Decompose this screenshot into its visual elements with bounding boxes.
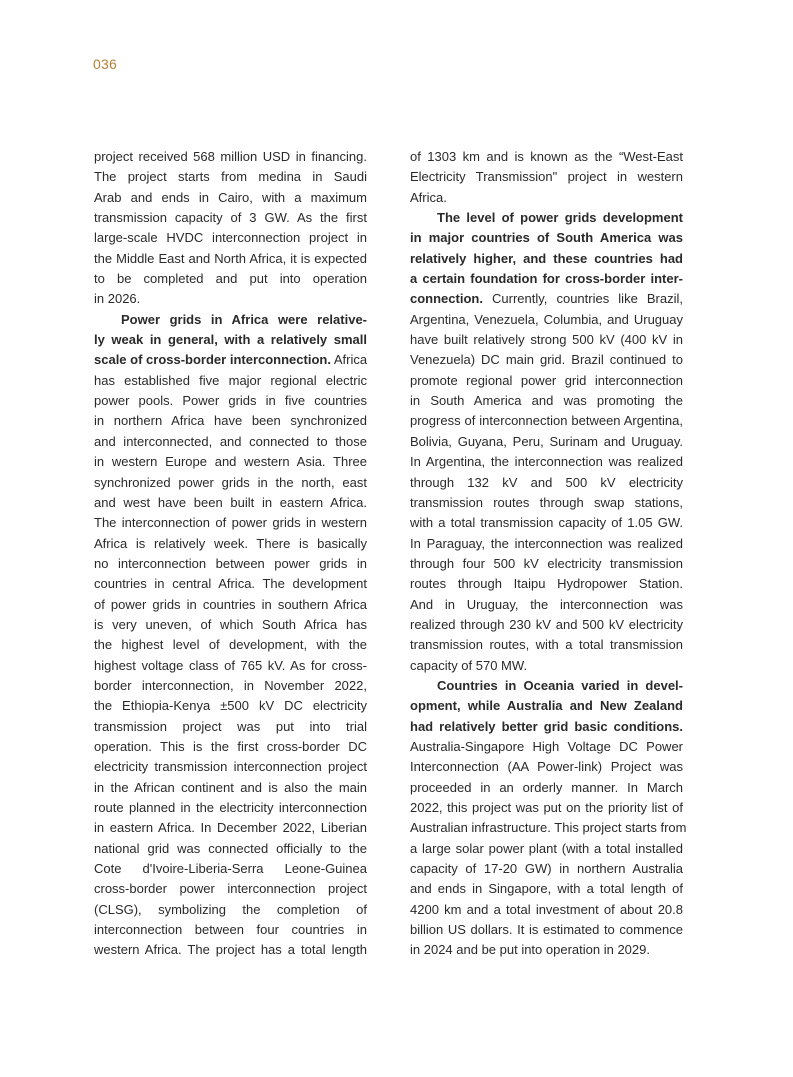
text-line bbox=[410, 228, 683, 248]
body-text: in the African continent and is also the main bbox=[94, 779, 367, 795]
body-text: Bolivia, Guyana, Peru, Surinam and Uruguay. bbox=[410, 433, 683, 449]
text-line bbox=[94, 391, 367, 411]
body-text: western Africa. The project has a total length bbox=[94, 942, 367, 958]
body-text: Arab and ends in Cairo, with a maximum bbox=[94, 189, 367, 205]
body-text: proceeded in an orderly manner. In March bbox=[410, 779, 683, 795]
text-line bbox=[94, 554, 367, 574]
body-text: Electricity Transmission" project in western bbox=[410, 169, 683, 185]
text-line bbox=[94, 208, 367, 228]
text-line bbox=[94, 350, 367, 370]
bold-lead-text: opment, while Australia and New Zealand bbox=[410, 698, 683, 714]
text-line bbox=[410, 513, 683, 533]
text-line bbox=[94, 147, 367, 167]
text-line bbox=[94, 940, 367, 960]
text-line bbox=[410, 534, 683, 554]
body-text: Australian infrastructure. This project starts from bbox=[410, 820, 687, 836]
text-line bbox=[410, 391, 683, 411]
bold-lead-text: a certain foundation for cross-border inter- bbox=[410, 271, 683, 287]
text-line bbox=[410, 920, 683, 940]
text-line bbox=[410, 167, 683, 187]
body-text: Africa. bbox=[410, 189, 447, 205]
body-text: in 2026. bbox=[94, 291, 141, 307]
text-line bbox=[94, 920, 367, 940]
bold-lead-text: connection. bbox=[410, 291, 483, 307]
bold-lead-text: Power grids in Africa were relative- bbox=[121, 311, 367, 327]
body-text: electricity transmission interconnection project bbox=[94, 759, 367, 775]
body-text: Argentina, Venezuela, Columbia, and Uruguay bbox=[410, 311, 683, 327]
body-text: with a total transmission capacity of 1.05 GW. bbox=[410, 515, 683, 531]
body-text: and interconnected, and connected to those bbox=[94, 433, 367, 449]
text-line bbox=[410, 778, 683, 798]
body-text: the highest level of development, with the bbox=[94, 637, 367, 653]
text-line bbox=[94, 534, 367, 554]
text-line bbox=[410, 696, 683, 716]
body-text: The project starts from medina in Saudi bbox=[94, 169, 367, 185]
body-text: The interconnection of power grids in western bbox=[94, 515, 367, 531]
text-line bbox=[410, 147, 683, 167]
body-text: border interconnection, in November 2022, bbox=[94, 677, 367, 693]
bold-lead-text: in major countries of South America was bbox=[410, 230, 683, 246]
body-text: of 1303 km and is known as the “West-East bbox=[410, 149, 683, 164]
body-text: Africa bbox=[330, 352, 368, 368]
text-line bbox=[94, 330, 367, 350]
body-text: billion US dollars. It is estimated to commence bbox=[410, 922, 683, 938]
body-text: 4200 km and a total investment of about 20.8 bbox=[410, 901, 683, 917]
body-text: is very uneven, of which South Africa has bbox=[94, 616, 367, 632]
text-line bbox=[410, 757, 683, 777]
body-text: Currently, countries like Brazil, bbox=[482, 291, 683, 307]
text-line bbox=[410, 818, 687, 838]
body-text: to be completed and put into operation bbox=[94, 271, 367, 287]
text-line bbox=[94, 595, 367, 615]
text-line bbox=[94, 493, 367, 513]
body-text: transmission routes through swap stations, bbox=[410, 494, 683, 510]
text-line bbox=[410, 350, 683, 370]
text-line bbox=[94, 188, 367, 208]
text-line bbox=[410, 839, 683, 859]
body-text: In Argentina, the interconnection was realized bbox=[410, 454, 683, 470]
text-line bbox=[410, 411, 683, 431]
text-line bbox=[94, 371, 367, 391]
text-line bbox=[410, 289, 683, 309]
text-line bbox=[94, 310, 367, 330]
text-line bbox=[410, 574, 683, 594]
text-line bbox=[410, 656, 683, 676]
text-line bbox=[94, 778, 367, 798]
text-line bbox=[94, 839, 367, 859]
body-text: and ends in Singapore, with a total length of bbox=[410, 881, 683, 897]
body-text: Africa is relatively week. There is basically bbox=[94, 535, 367, 551]
body-text: the Middle East and North Africa, it is expected bbox=[94, 250, 367, 266]
text-line bbox=[94, 717, 367, 737]
body-text: progress of interconnection between Argentina, bbox=[410, 413, 683, 429]
bold-lead-text: scale of cross-border interconnection. bbox=[94, 352, 331, 368]
body-text: has established five major regional electric bbox=[94, 372, 367, 388]
body-text: highest voltage class of 765 kV. As for cross- bbox=[94, 657, 367, 673]
text-line bbox=[94, 473, 367, 493]
text-line bbox=[94, 269, 367, 289]
text-line bbox=[94, 635, 367, 655]
body-text: cross-border power interconnection project bbox=[94, 881, 367, 897]
left-text-column bbox=[94, 147, 367, 961]
text-line bbox=[94, 452, 367, 472]
body-text: transmission project was put into trial bbox=[94, 718, 367, 734]
text-line bbox=[410, 879, 683, 899]
body-text: of power grids in countries in southern Africa bbox=[94, 596, 367, 612]
right-text-column bbox=[410, 147, 687, 961]
text-line bbox=[94, 676, 367, 696]
text-line bbox=[410, 310, 683, 330]
text-line bbox=[94, 167, 367, 187]
bold-lead-text: ly weak in general, with a relatively small bbox=[94, 332, 367, 348]
body-text: have built relatively strong 500 kV (400 kV in bbox=[410, 332, 683, 348]
text-line bbox=[410, 432, 683, 452]
bold-lead-text: had relatively better grid basic conditions. bbox=[410, 718, 683, 734]
text-line bbox=[410, 676, 683, 696]
body-text: in 2024 and be put into operation in 2029. bbox=[410, 942, 650, 958]
text-line bbox=[410, 737, 683, 757]
body-text: synchronized power grids in the north, east bbox=[94, 474, 367, 490]
body-text: promote regional power grid interconnection bbox=[410, 372, 683, 388]
body-text: capacity of 17-20 GW) in northern Australia bbox=[410, 861, 683, 877]
body-text: realized through 230 kV and 500 kV electricity bbox=[410, 616, 683, 632]
text-line bbox=[94, 757, 367, 777]
body-text: a large solar power plant (with a total installed bbox=[410, 840, 683, 856]
text-line bbox=[410, 371, 683, 391]
body-text: (CLSG), symbolizing the completion of bbox=[94, 901, 367, 917]
text-line bbox=[94, 432, 367, 452]
body-text: through four 500 kV electricity transmission bbox=[410, 555, 683, 571]
page-number: 036 bbox=[93, 56, 117, 72]
text-line bbox=[410, 473, 683, 493]
text-line bbox=[94, 513, 367, 533]
text-line bbox=[410, 208, 683, 228]
text-line bbox=[94, 798, 367, 818]
bold-lead-text: relatively higher, and these countries had bbox=[410, 250, 683, 266]
text-line bbox=[94, 228, 367, 248]
text-line bbox=[94, 289, 367, 309]
body-text: routes through Itaipu Hydropower Station. bbox=[410, 576, 683, 592]
body-text: interconnection between four countries in bbox=[94, 922, 367, 938]
text-line bbox=[94, 696, 367, 716]
body-text: route planned in the electricity interconnection bbox=[94, 800, 367, 815]
body-text: Cote d'Ivoire-Liberia-Serra Leone-Guinea bbox=[94, 861, 367, 877]
text-line bbox=[410, 859, 683, 879]
text-line bbox=[410, 269, 683, 289]
body-text: countries in central Africa. The development bbox=[94, 576, 367, 592]
text-line bbox=[410, 595, 683, 615]
text-line bbox=[94, 656, 367, 676]
body-text: operation. This is the first cross-border DC bbox=[94, 738, 367, 754]
body-text: Venezuela) DC main grid. Brazil continued to bbox=[410, 352, 683, 368]
text-line bbox=[410, 900, 683, 920]
body-text: no interconnection between power grids in bbox=[94, 555, 367, 571]
body-text: in western Europe and western Asia. Three bbox=[94, 454, 367, 470]
text-line bbox=[94, 411, 367, 431]
body-text: project received 568 million USD in financing. bbox=[94, 149, 367, 164]
body-text: national grid was connected officially to the bbox=[94, 840, 367, 856]
text-line bbox=[410, 249, 683, 269]
text-line bbox=[410, 717, 683, 737]
text-line bbox=[94, 859, 367, 879]
body-text: 2022, this project was put on the priority list of bbox=[410, 800, 683, 815]
body-text: And in Uruguay, the interconnection was bbox=[410, 596, 683, 612]
text-line bbox=[410, 188, 683, 208]
body-text: power pools. Power grids in five countries bbox=[94, 393, 367, 409]
text-line bbox=[94, 615, 367, 635]
body-text: through 132 kV and 500 kV electricity bbox=[410, 474, 683, 490]
body-text: in eastern Africa. In December 2022, Liberian bbox=[94, 820, 367, 836]
text-line bbox=[410, 615, 683, 635]
text-line bbox=[94, 737, 367, 757]
text-line bbox=[410, 798, 683, 818]
body-text: and west have been built in eastern Africa. bbox=[94, 494, 367, 510]
body-text: large-scale HVDC interconnection project in bbox=[94, 230, 367, 246]
body-text: in South America and was promoting the bbox=[410, 393, 683, 409]
text-line bbox=[94, 900, 367, 920]
text-line bbox=[94, 249, 367, 269]
text-line bbox=[410, 635, 683, 655]
body-text: transmission capacity of 3 GW. As the first bbox=[94, 210, 367, 226]
body-text: the Ethiopia-Kenya ±500 kV DC electricity bbox=[94, 698, 367, 714]
body-text: Australia-Singapore High Voltage DC Power bbox=[410, 738, 683, 754]
bold-lead-text: The level of power grids development bbox=[437, 210, 683, 226]
text-line bbox=[410, 940, 683, 960]
text-line bbox=[94, 818, 367, 838]
body-text: capacity of 570 MW. bbox=[410, 657, 528, 673]
text-line bbox=[94, 879, 367, 899]
text-line bbox=[410, 452, 683, 472]
text-line bbox=[410, 493, 683, 513]
body-text: In Paraguay, the interconnection was realized bbox=[410, 535, 683, 551]
text-line bbox=[94, 574, 367, 594]
body-text: in northern Africa have been synchronized bbox=[94, 413, 367, 429]
text-line bbox=[410, 330, 683, 350]
text-line bbox=[410, 554, 683, 574]
bold-lead-text: Countries in Oceania varied in devel- bbox=[437, 677, 683, 693]
body-text: Interconnection (AA Power-link) Project was bbox=[410, 759, 683, 775]
body-text: transmission routes, with a total transmission bbox=[410, 637, 683, 653]
